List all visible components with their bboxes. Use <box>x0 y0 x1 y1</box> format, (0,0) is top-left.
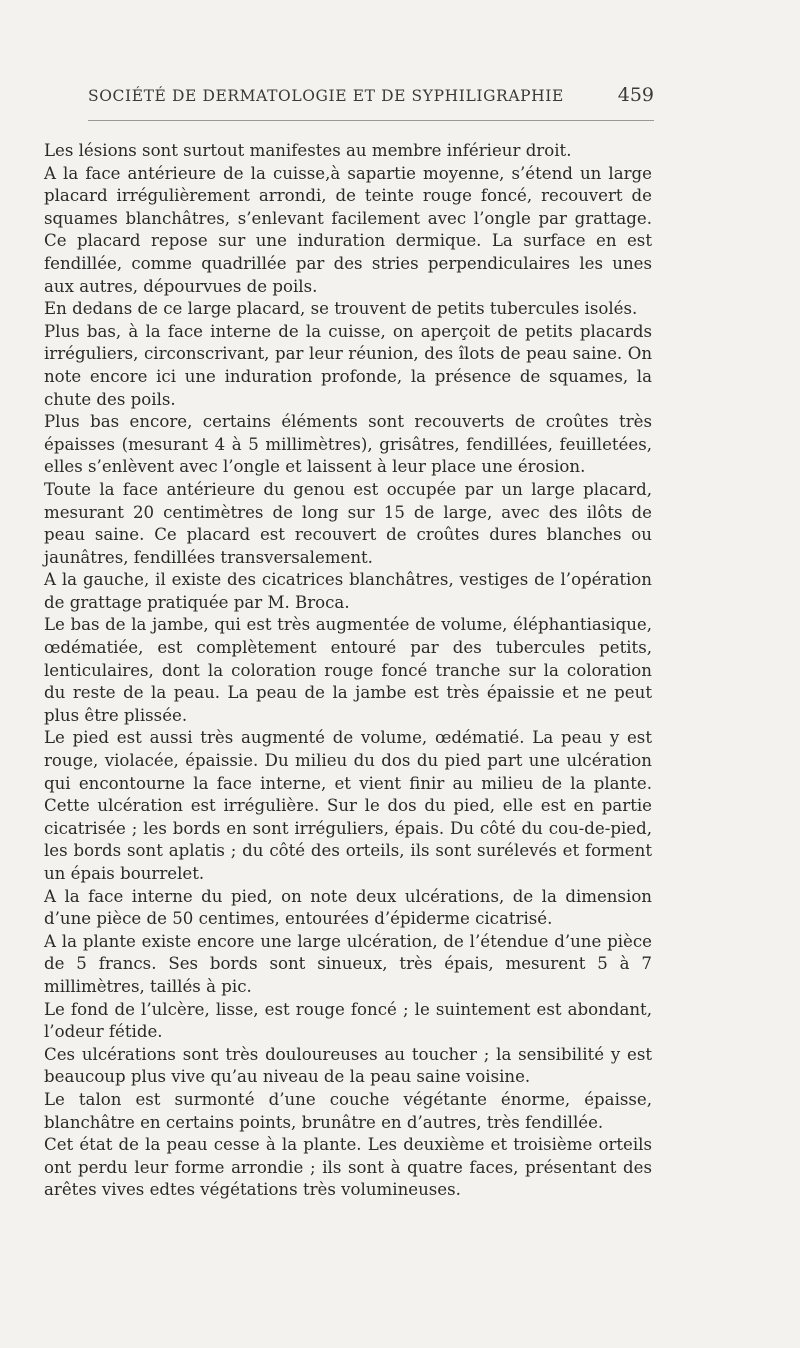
page-number: 459 <box>617 84 654 106</box>
paragraph: Le bas de la jambe, qui est très augmentée de volume, éléphantiasique, œdématiée, est complètement entouré par des tubercules petits, lenticulaires, dont la coloration rouge foncé tranche sur la coloration du reste de la peau. La peau de la jambe est très épaissie et ne peut plus être plissée. <box>44 615 652 725</box>
paragraph: En dedans de ce large placard, se trouvent de petits tubercules isolés. <box>44 299 638 319</box>
paragraph: Ces ulcérations sont très douloureuses au toucher ; la sensibilité y est beaucoup plus vive qu’au niveau de la peau saine voisine. <box>44 1044 652 1087</box>
running-title: SOCIÉTÉ DE DERMATOLOGIE ET DE SYPHILIGRAPHIE <box>88 87 564 105</box>
paragraph: Toute la face antérieure du genou est occupée par un large placard, mesurant 20 centimètres de long sur 15 de large, avec des ilôts de peau saine. Ce placard est recouvert de croûtes dures blanches ou jaunâtres, fendillées transversalement. <box>44 479 652 567</box>
paragraph: Les lésions sont surtout manifestes au membre inférieur droit. <box>44 141 572 160</box>
paragraph: A la face interne du pied, on note deux ulcérations, de la dimension d’une pièce de 50 centimes, entourées d’épiderme cicatrisé. <box>44 886 652 929</box>
paragraph: Le talon est surmonté d’une couche végétante énorme, épaisse, blanchâtre en certains points, brunâtre en d’autres, très fendillée. <box>44 1089 652 1132</box>
body-text <box>44 140 652 1202</box>
running-header <box>88 84 654 106</box>
paragraph: Le fond de l’ulcère, lisse, est rouge foncé ; le suintement est abondant, l’odeur fétide. <box>44 999 652 1042</box>
paragraph: A la plante existe encore une large ulcération, de l’étendue d’une pièce de 5 francs. Ses bords sont sinueux, très épais, mesurent 5 à 7 millimètres, taillés à pic. <box>44 931 652 996</box>
paragraph: A la gauche, il existe des cicatrices blanchâtres, vestiges de l’opération de grattage pratiquée par M. Broca. <box>44 570 652 612</box>
paragraph: Plus bas encore, certains éléments sont recouverts de croûtes très épaisses (mesurant 4 à 5 millimètres), grisâtres, fendillées, feuilletées, elles s’enlèvent avec l’ongle et laissent à leur place une érosion. <box>44 412 652 477</box>
header-rule <box>88 120 654 121</box>
paragraph: A la face antérieure de la cuisse,à sapartie moyenne, s’étend un large placard irrégulièrement arrondi, de teinte rouge foncé, recouvert de squames blanchâtres, s’enlevant facilement avec l’ongle par grattage. Ce placard repose sur une induration dermique. La surface en est fendillée, comme quadrillée par des stries perpendiculaires les unes aux autres, dépourvues de poils. <box>44 163 652 296</box>
paragraph: Cet état de la peau cesse à la plante. Les deuxième et troisième orteils ont perdu leur forme arrondie ; ils sont à quatre faces, présentant des arêtes vives edtes végétations très volumineuses. <box>44 1135 652 1200</box>
paragraph: Le pied est aussi très augmenté de volume, œdématié. La peau y est rouge, violacée, épaissie. Du milieu du dos du pied part une ulcération qui encontourne la face interne, et vient finir au milieu de la plante. Cette ulcération est irrégulière. Sur le dos du pied, elle est en partie cicatrisée ; les bords en sont irréguliers, épais. Du côté du cou-de-pied, les bords sont aplatis ; du côté des orteils, ils sont surélevés et forment un épais bourrelet. <box>44 728 652 883</box>
paragraph: Plus bas, à la face interne de la cuisse, on aperçoit de petits placards irréguliers, circonscrivant, par leur réunion, des îlots de peau saine. On note encore ici une induration profonde, la présence de squames, la chute des poils. <box>44 321 652 409</box>
